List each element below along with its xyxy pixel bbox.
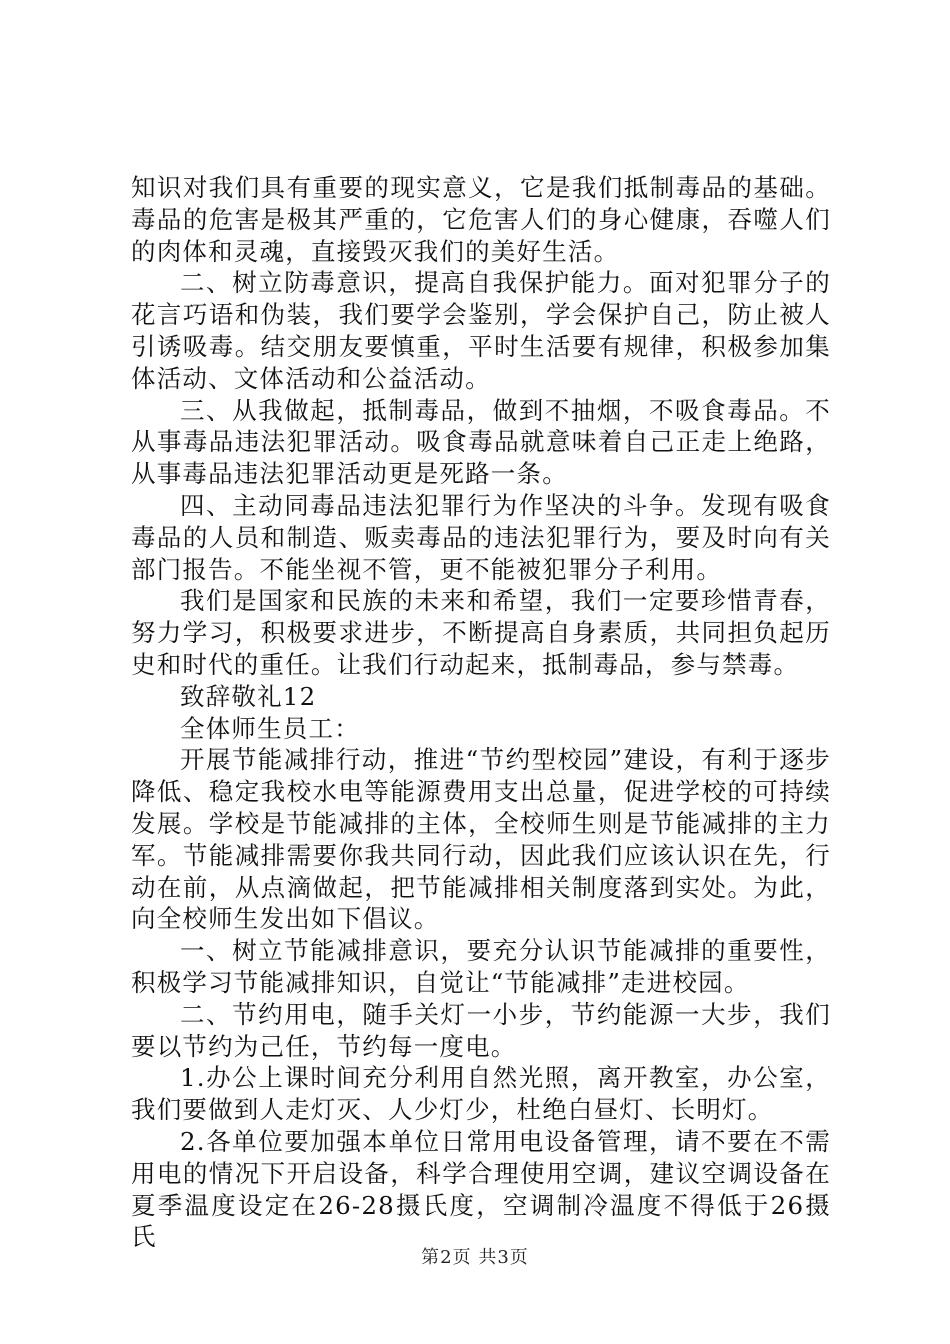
paragraph-salutation: 致辞敬礼12 (180, 681, 317, 711)
document-body (131, 172, 831, 1253)
paragraph-future-hope: 我们是国家和民族的未来和希望，我们一定要珍惜青春，努力学习，积极要求进步，不断提高自身素质，共同担负起历史和时代的重任。让我们行动起来，抵制毒品，参与禁毒。 (131, 586, 831, 679)
paragraph-save-electricity: 二、节约用电，随手关灯一小步，节约能源一大步，我们要以节约为己任，节约每一度电。 (131, 999, 831, 1061)
paragraph-continuation: 知识对我们具有重要的现实意义，它是我们抵制毒品的基础。毒品的危害是极其严重的，它危害人们的身心健康，吞噬人们的肉体和灵魂，直接毁灭我们的美好生活。 (131, 173, 831, 266)
page-footer: 第2页 共3页 (421, 1247, 529, 1268)
paragraph-anti-drug-awareness: 二、树立防毒意识，提高自我保护能力。面对犯罪分子的花言巧语和伪装，我们要学会鉴别，学会保护自己，防止被人引诱吸毒。结交朋友要慎重，平时生活要有规律，积极参加集体活动、文体活动和公益活动。 (131, 268, 831, 393)
paragraph-energy-awareness: 一、树立节能减排意识，要充分认识节能减排的重要性，积极学习节能减排知识，自觉让“节能减排”走进校园。 (131, 936, 831, 997)
paragraph-addressee: 全体师生员工： (180, 713, 360, 743)
paragraph-item-2: 2.各单位要加强本单位日常用电设备管理，请不要在不需用电的情况下开启设备，科学合理使用空调，建议空调设备在夏季温度设定在26-28摄氏度，空调制冷温度不得低于26摄氏 (131, 1126, 831, 1252)
paragraph-item-1: 1.办公上课时间充分利用自然光照，离开教室，办公室，我们要做到人走灯灭、人少灯少，杜绝白昼灯、长明灯。 (131, 1063, 831, 1125)
paragraph-energy-saving-intro: 开展节能减排行动，推进“节约型校园”建设，有利于逐步降低、稳定我校水电等能源费用支出总量，促进学校的可持续发展。学校是节能减排的主体，全校师生则是节能减排的主力军。节能减排需要你我共同行动，因此我们应该认识在先，行动在前，从点滴做起，把节能减排相关制度落到实处。为此，向全校师生发出如下倡议。 (131, 745, 831, 934)
paragraph-fight-drug-crime: 四、主动同毒品违法犯罪行为作坚决的斗争。发现有吸食毒品的人员和制造、贩卖毒品的违法犯罪行为，要及时向有关部门报告。不能坐视不管，更不能被犯罪分子利用。 (131, 490, 831, 584)
paragraph-start-from-me: 三、从我做起，抵制毒品，做到不抽烟，不吸食毒品。不从事毒品违法犯罪活动。吸食毒品就意味着自己正走上绝路，从事毒品违法犯罪活动更是死路一条。 (131, 395, 831, 489)
